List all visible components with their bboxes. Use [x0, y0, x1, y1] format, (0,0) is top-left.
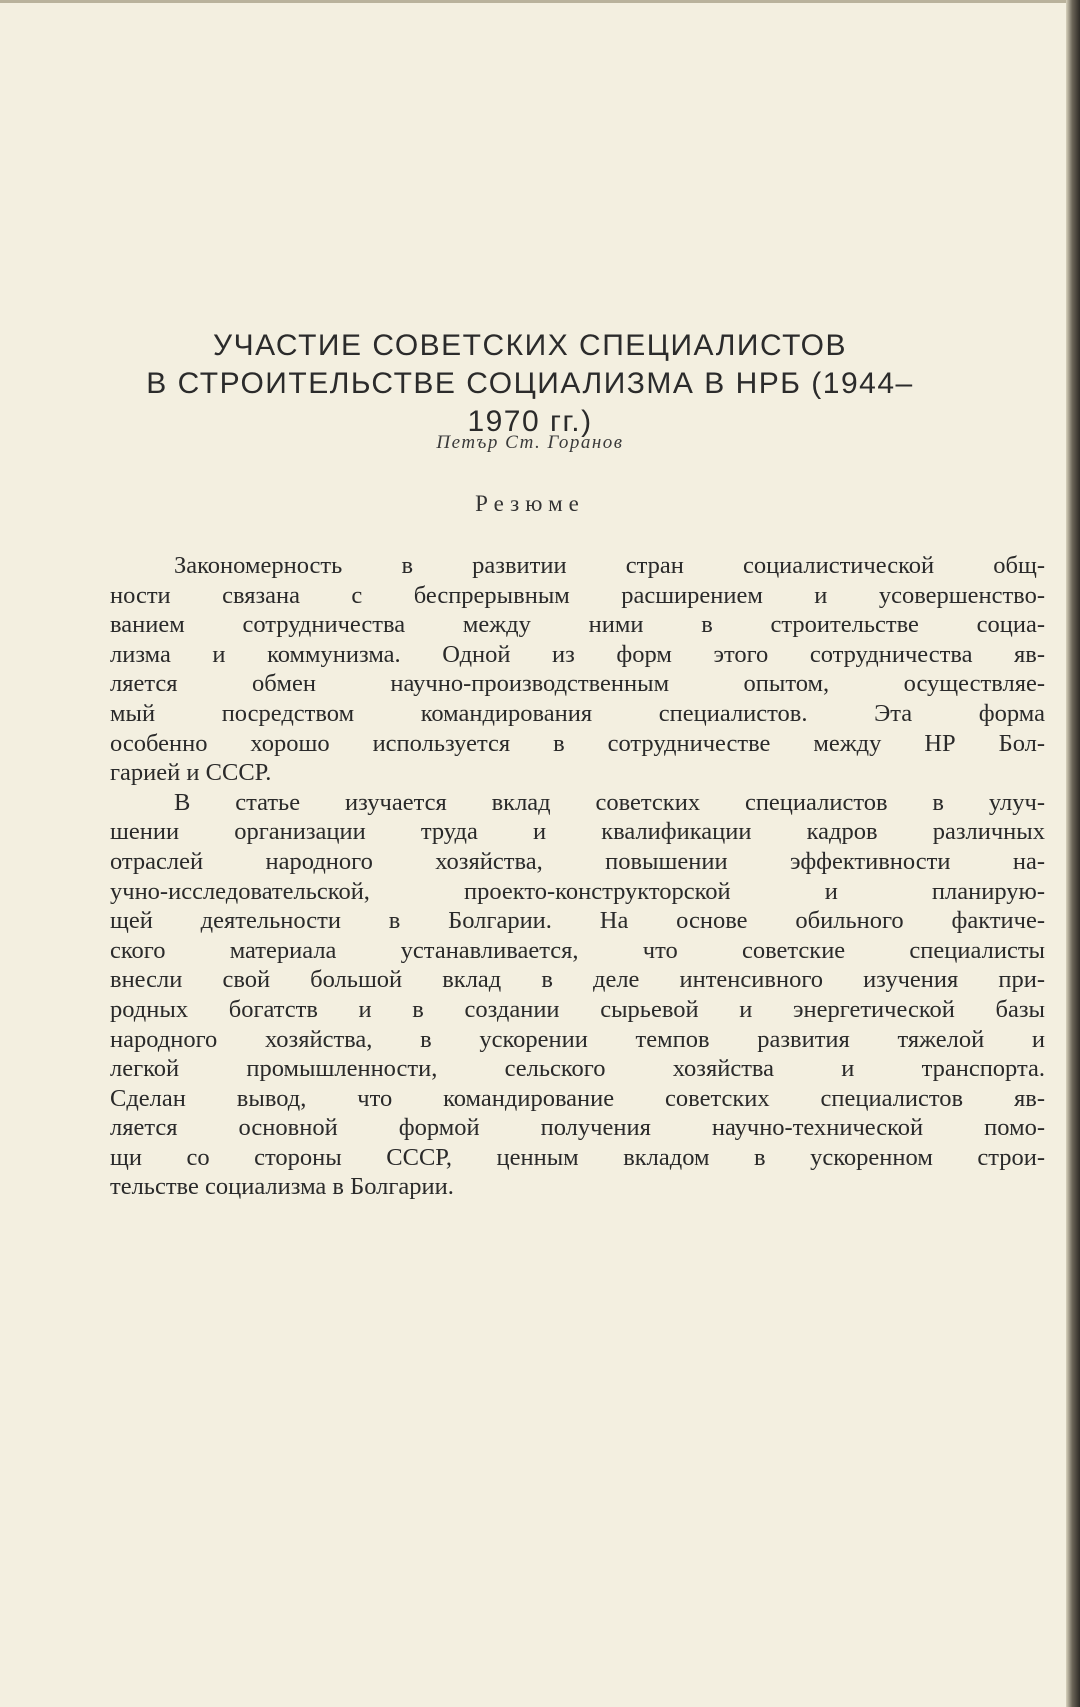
text-line: Закономерность в развитии стран социалистической общ- [174, 552, 1045, 579]
text-line: отраслей народного хозяйства, повышении эффективности на- [110, 847, 1045, 875]
article-title-line-1: УЧАСТИЕ СОВЕТСКИХ СПЕЦИАЛИСТОВ [213, 329, 847, 362]
text-line: Сделан вывод, что командирование советских специалистов яв- [110, 1084, 1045, 1112]
article-title [110, 327, 950, 441]
text-line: ляется основной формой получения научно-технической помо- [110, 1114, 1045, 1142]
text-line: особенно хорошо используется в сотрудничестве между НР Бол- [110, 729, 1045, 757]
article-title-line-2: В СТРОИТЕЛЬСТВЕ СОЦИАЛИЗМА В НРБ (1944–1970 гг.) [146, 367, 914, 438]
text-line: гарией и СССР. [110, 759, 272, 787]
text-line: лизма и коммунизма. Одной из форм этого сотрудничества яв- [110, 640, 1045, 668]
article-body [110, 551, 1045, 1202]
text-line: мый посредством командирования специалистов. Эта форма [110, 699, 1045, 727]
text-line: В статье изучается вклад советских специалистов в улуч- [174, 788, 1045, 816]
page-binding-edge [1066, 0, 1080, 1707]
text-line: тельстве социализма в Болгарии. [110, 1173, 454, 1201]
text-line: ского материала устанавливается, что советские специалисты [110, 936, 1045, 964]
section-heading-summary: Резюме [475, 491, 585, 516]
text-line: внесли свой большой вклад в деле интенсивного изучения при- [110, 966, 1045, 994]
text-line: ляется обмен научно-производственным опытом, осуществляе- [110, 670, 1045, 698]
text-line: щей деятельности в Болгарии. На основе обильного фактиче- [110, 907, 1045, 935]
paragraph-2 [110, 788, 1045, 1202]
paragraph-1 [110, 551, 1045, 788]
text-line: ности связана с беспрерывным расширением и усовершенство- [110, 581, 1045, 609]
text-line: шении организации труда и квалификации кадров различных [110, 818, 1045, 846]
text-line: щи со стороны СССР, ценным вкладом в ускоренном строи- [110, 1143, 1045, 1171]
text-line: родных богатств и в создании сырьевой и энергетической базы [110, 995, 1045, 1023]
text-line: ванием сотрудничества между ними в строительстве социа- [110, 611, 1045, 639]
page-top-edge [0, 0, 1080, 3]
article-author: Петър Ст. Горанов [436, 432, 624, 453]
text-line: легкой промышленности, сельского хозяйства и транспорта. [110, 1055, 1045, 1083]
text-line: народного хозяйства, в ускорении темпов развития тяжелой и [110, 1025, 1045, 1053]
text-line: учно-исследовательской, проекто-конструкторской и планирую- [110, 877, 1045, 905]
